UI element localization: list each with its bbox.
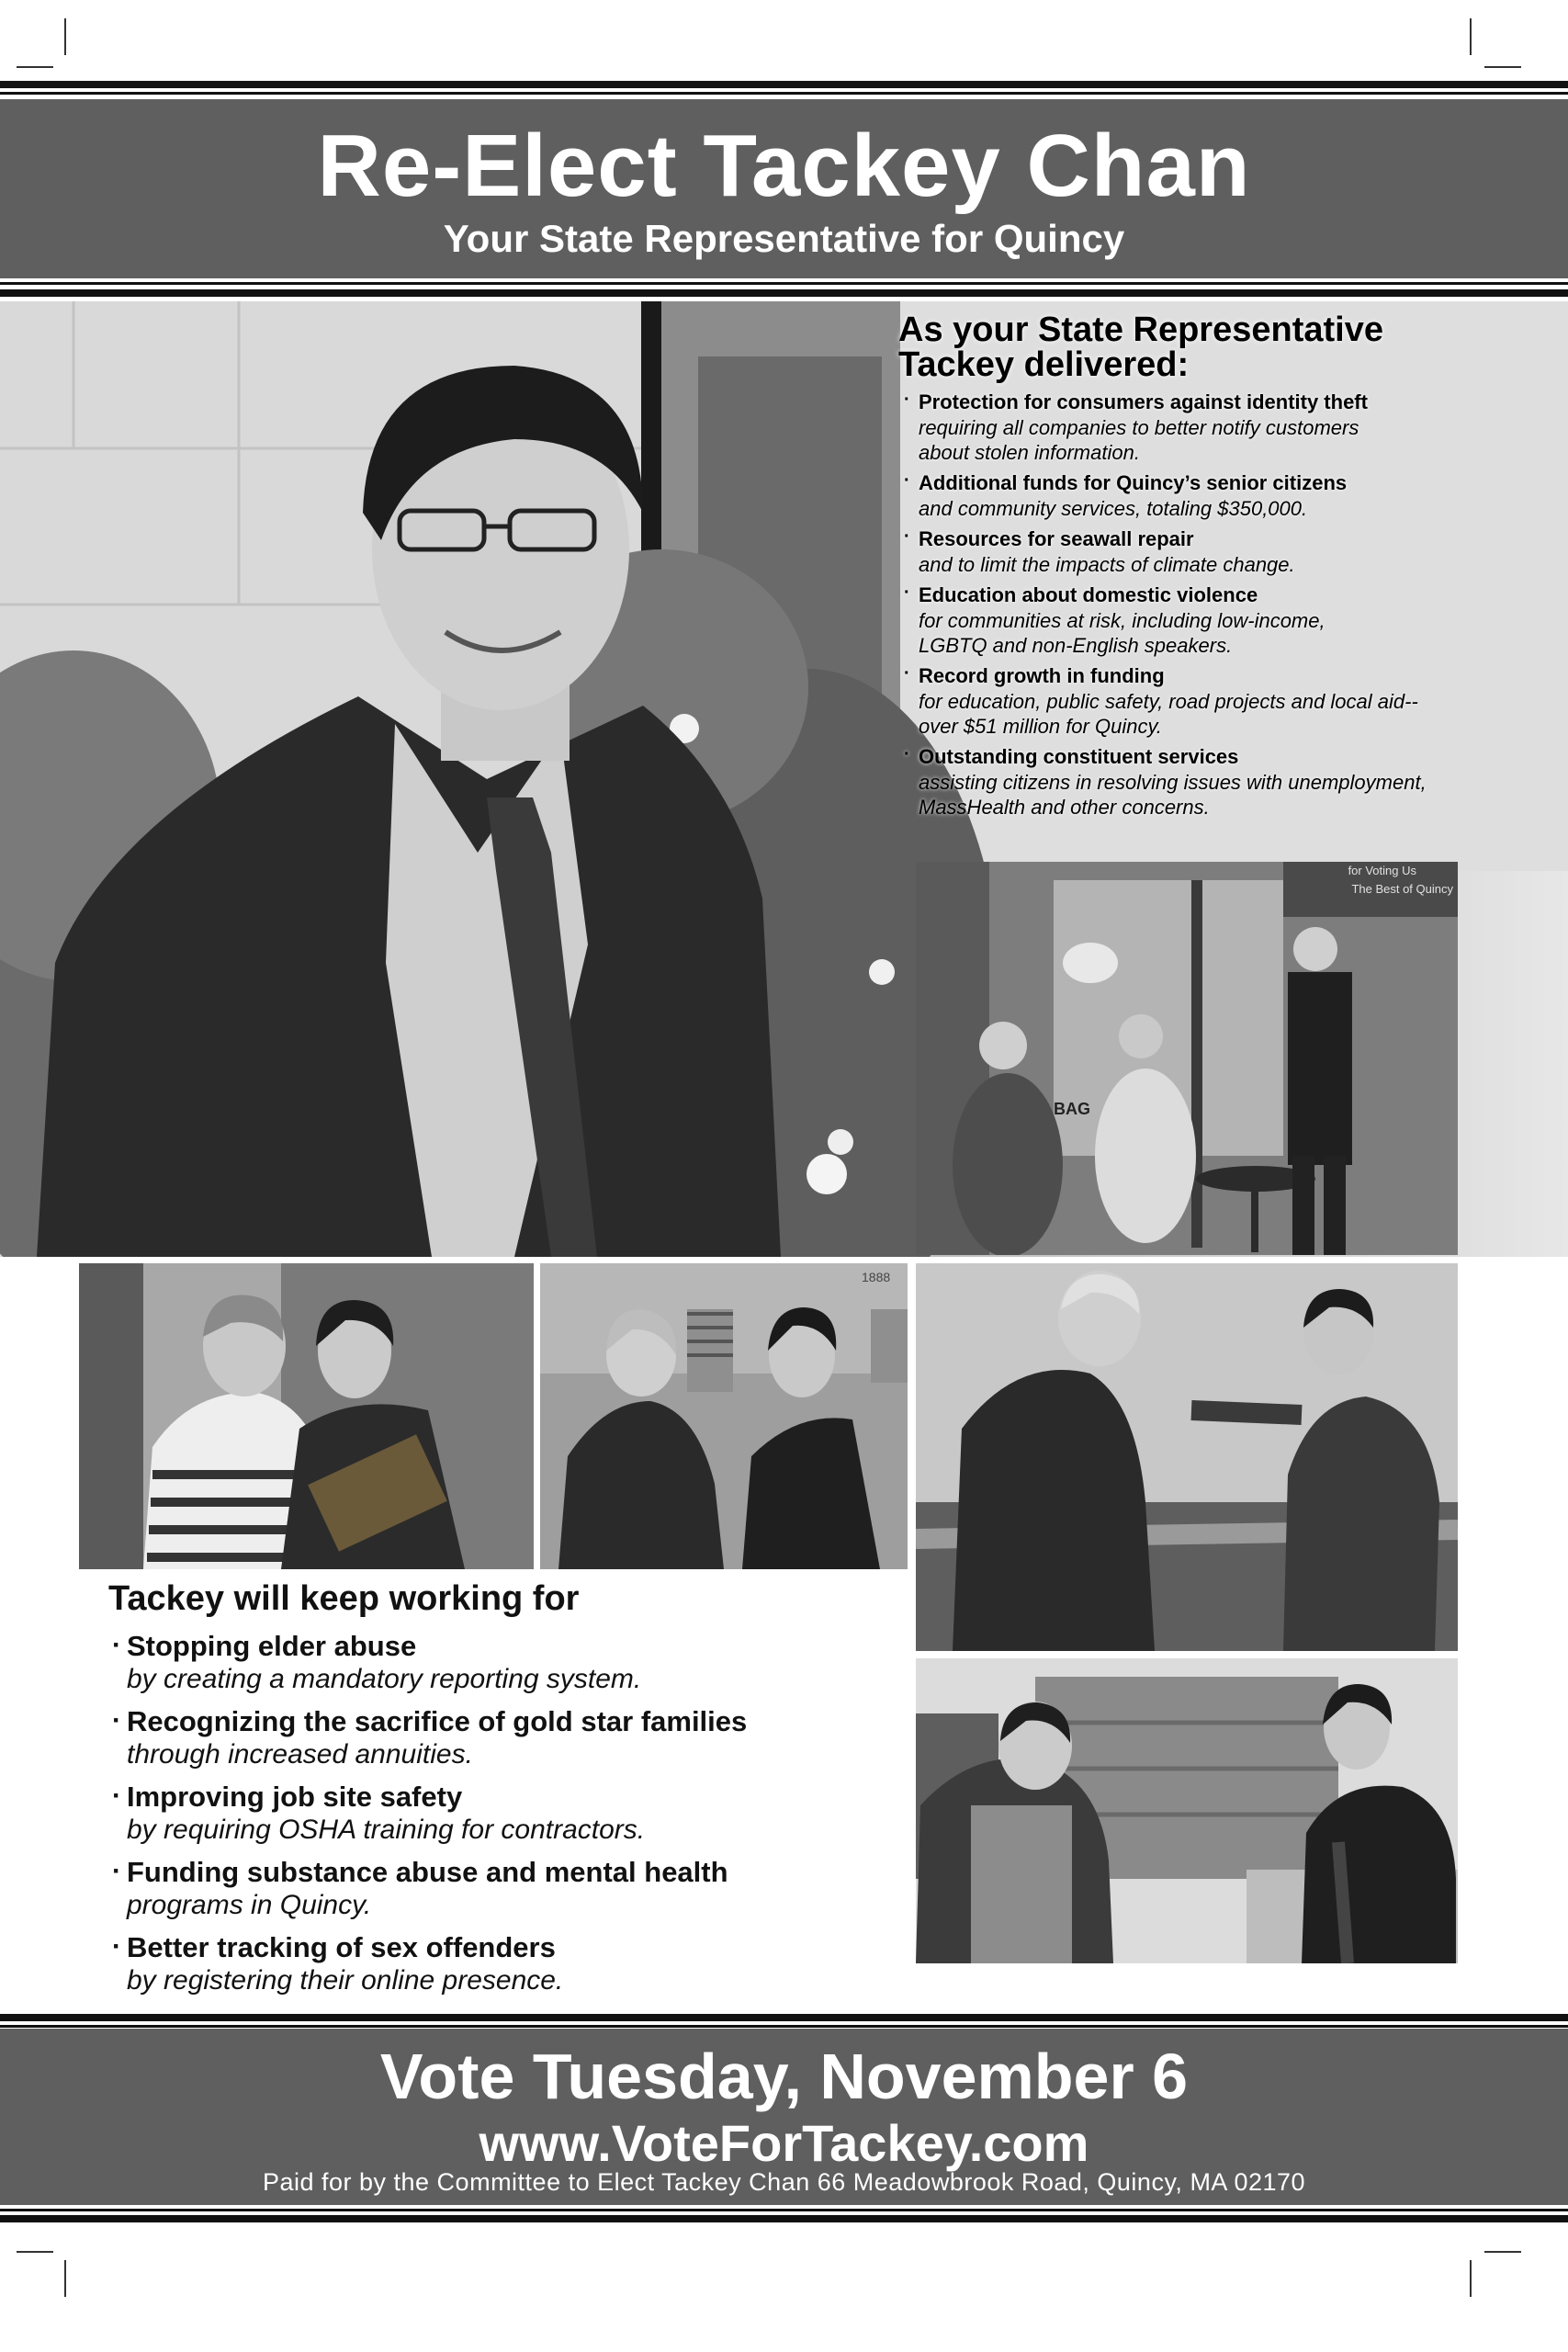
working-item-desc: programs in Quincy. <box>127 1890 372 1920</box>
working-heading: Tackey will keep working for <box>108 1579 580 1618</box>
list-item: · Recognizing the sacrifice of gold star families through increased annuities. <box>108 1705 898 1771</box>
list-item: · Improving job site safety by requiring OSHA training for contractors. <box>108 1781 898 1847</box>
delivered-item-desc: assisting citizens in resolving issues with unemployment, MassHealth and other concerns. <box>919 771 1427 819</box>
building-year-text: 1888 <box>862 1270 891 1284</box>
list-item: · Education about domestic violence for communities at risk, including low-income, LGBTQ and non-English speakers. <box>898 582 1541 658</box>
delivered-item-title: Resources for seawall repair <box>919 527 1194 550</box>
header-rule <box>0 282 1568 285</box>
crop-mark <box>17 2251 53 2253</box>
working-item-desc: by requiring OSHA training for contractors. <box>127 1815 646 1845</box>
working-panel <box>108 1577 898 1997</box>
list-item: · Outstanding constituent services assisting citizens in resolving issues with unemployment, MassHealth and other concerns. <box>898 744 1541 820</box>
crop-mark <box>1484 66 1521 68</box>
delivered-item-desc: requiring all companies to better notify customers about stolen information. <box>919 416 1359 464</box>
working-item-desc: by creating a mandatory reporting system. <box>127 1664 642 1694</box>
working-item-title: Stopping elder abuse <box>127 1630 417 1662</box>
delivered-item-title: Outstanding constituent services <box>919 745 1239 768</box>
header-rule <box>0 81 1568 88</box>
list-item: · Better tracking of sex offenders by registering their online presence. <box>108 1931 898 1997</box>
header-rule <box>0 289 1568 297</box>
delivered-item-desc: for education, public safety, road projects and local aid-- over $51 million for Quincy. <box>919 690 1418 738</box>
list-item: · Additional funds for Quincy’s senior citizens and community services, totaling $350,000. <box>898 470 1541 521</box>
clipboard-photo <box>79 1263 534 1569</box>
delivered-heading: As your State Representative Tackey delivered: <box>898 311 1383 384</box>
page-subtitle: Your State Representative for Quincy <box>443 217 1125 260</box>
list-item: · Stopping elder abuse by creating a mandatory reporting system. <box>108 1630 898 1696</box>
list-item: · Resources for seawall repair and to limit the impacts of climate change. <box>898 526 1541 577</box>
flag-conversation-photo <box>540 1263 908 1569</box>
header-rule <box>0 92 1568 95</box>
crop-mark <box>64 18 66 55</box>
working-item-desc: through increased annuities. <box>127 1739 473 1770</box>
delivered-item-desc: and to limit the impacts of climate change. <box>919 553 1295 576</box>
delivered-item-title: Additional funds for Quincy’s senior citizens <box>919 471 1348 494</box>
working-item-desc: by registering their online presence. <box>127 1965 564 1996</box>
delivered-item-title: Record growth in funding <box>919 664 1165 687</box>
cafe-sign-text: The Best of Quincy <box>1351 882 1453 896</box>
delivered-panel <box>898 312 1541 864</box>
cafe-sign-text: for Voting Us <box>1348 864 1416 877</box>
working-item-title: Improving job site safety <box>127 1781 463 1813</box>
list-item: · Funding substance abuse and mental health programs in Quincy. <box>108 1856 898 1922</box>
working-item-title: Recognizing the sacrifice of gold star families <box>127 1705 748 1737</box>
footer-rule <box>0 2215 1568 2222</box>
crop-mark <box>64 2260 66 2297</box>
footer-rule <box>0 2014 1568 2021</box>
header-banner <box>0 99 1568 278</box>
crop-mark <box>1470 18 1472 55</box>
campaign-url[interactable]: www.VoteForTackey.com <box>479 2114 1089 2172</box>
working-item-title: Better tracking of sex offenders <box>127 1931 556 1963</box>
list-item: · Record growth in funding for education, public safety, road projects and local aid-- over $51 million for Quincy. <box>898 663 1541 739</box>
civic-building-photo <box>916 1658 1458 1963</box>
working-list <box>108 1630 898 1997</box>
page-title: Re-Elect Tackey Chan <box>317 117 1251 215</box>
footer-rule <box>0 2025 1568 2028</box>
crop-mark <box>17 66 53 68</box>
cafe-bag-text: BAG <box>1054 1100 1090 1118</box>
delivered-item-title: Protection for consumers against identity theft <box>919 390 1368 413</box>
delivered-item-desc: and community services, totaling $350,000. <box>919 497 1308 520</box>
cafe-photo <box>916 862 1458 1255</box>
delivered-item-desc: for communities at risk, including low-income, LGBTQ and non-English speakers. <box>919 609 1325 657</box>
vote-date: Vote Tuesday, November 6 <box>379 2041 1189 2112</box>
footer-rule <box>0 2209 1568 2211</box>
crop-mark <box>1484 2251 1521 2253</box>
paid-for-disclaimer: Paid for by the Committee to Elect Tackey Chan 66 Meadowbrook Road, Quincy, MA 02170 <box>262 2168 1306 2196</box>
delivered-item-title: Education about domestic violence <box>919 583 1258 606</box>
delivered-list <box>898 390 1541 820</box>
crop-mark <box>1470 2260 1472 2297</box>
working-item-title: Funding substance abuse and mental health <box>127 1856 728 1888</box>
list-item: · Protection for consumers against identity theft requiring all companies to better notify customers about stolen information. <box>898 390 1541 465</box>
waterfront-photo <box>916 1263 1458 1651</box>
footer-banner <box>0 2029 1568 2205</box>
